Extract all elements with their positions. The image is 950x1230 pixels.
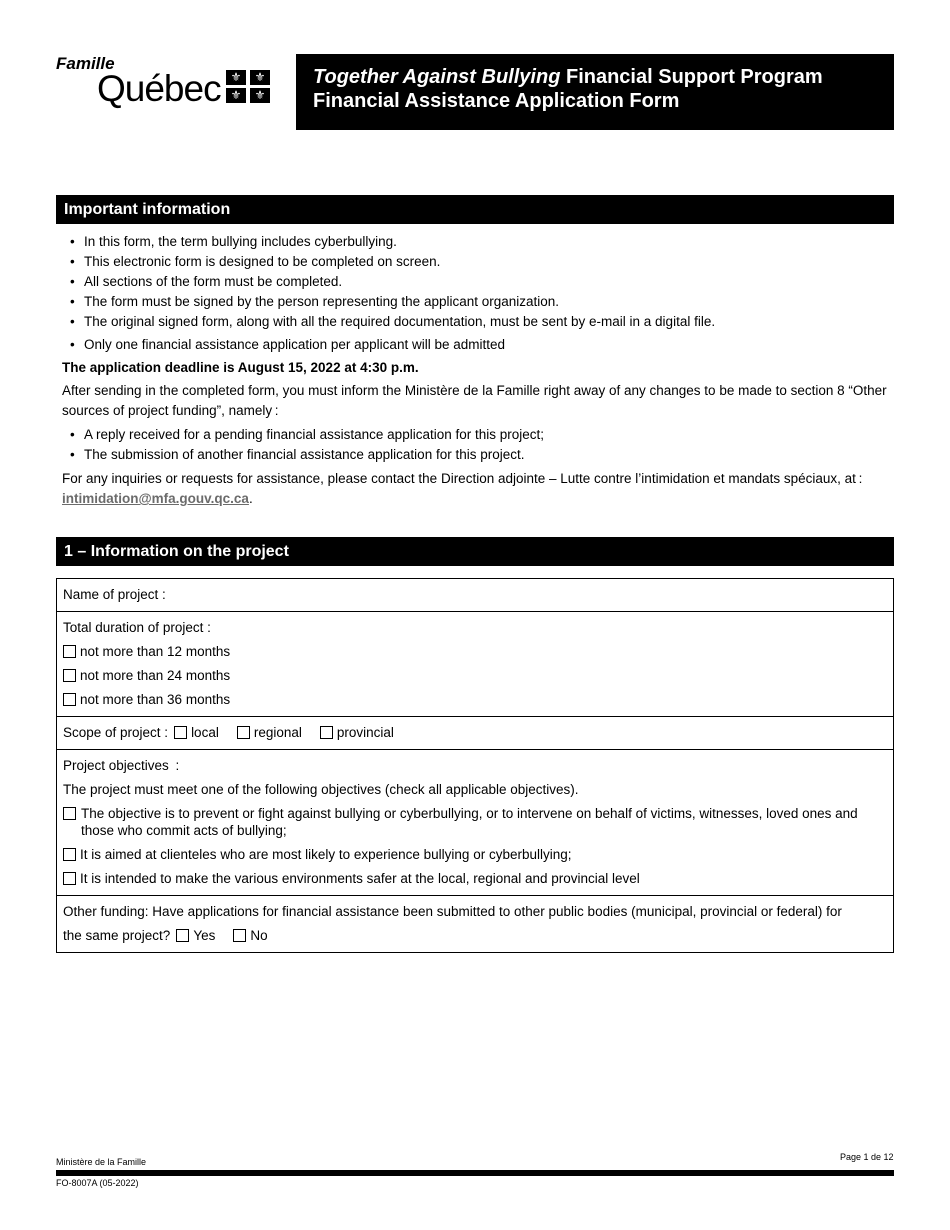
inquiries-text bbox=[62, 469, 892, 509]
duration-option-label: not more than 24 months bbox=[80, 668, 231, 683]
checkbox-regional[interactable] bbox=[237, 726, 250, 739]
checkbox-12-months[interactable] bbox=[63, 645, 76, 658]
funding-question-line-2: the same project? bbox=[63, 928, 171, 943]
list-item: • In this form, the term bullying includes cyberbullying. bbox=[62, 232, 892, 252]
logo-famille-text: Famille bbox=[56, 54, 115, 73]
project-info-form bbox=[56, 578, 894, 953]
important-info-body bbox=[62, 232, 892, 509]
form-code: FO-8007A (05-2022) bbox=[56, 1178, 139, 1188]
funding-no-label: No bbox=[250, 928, 268, 943]
list-item: • The original signed form, along with all the required documentation, must be sent by e-mail in a digital file. bbox=[62, 312, 892, 332]
namely-bullets bbox=[62, 425, 892, 465]
after-sending-text: After sending in the completed form, you must inform the Ministère de la Famille right away of any changes to be made to section 8 “Other sources of project funding”, namely : bbox=[62, 383, 887, 418]
section-1-heading: 1 – Information on the project bbox=[56, 537, 894, 566]
objective-option-3 bbox=[63, 867, 887, 891]
objectives-row bbox=[57, 749, 893, 895]
important-info-heading: Important information bbox=[56, 195, 894, 224]
objective-option-2 bbox=[63, 843, 887, 867]
checkbox-36-months[interactable] bbox=[63, 693, 76, 706]
objectives-intro: The project must meet one of the following objectives (check all applicable objectives). bbox=[63, 782, 579, 797]
important-bullets bbox=[62, 232, 892, 355]
fleur-de-lis-icon: ⚜ bbox=[250, 88, 270, 103]
duration-option-12 bbox=[63, 640, 887, 664]
duration-label: Total duration of project : bbox=[63, 620, 211, 635]
fleur-de-lis-icon: ⚜ bbox=[226, 70, 246, 85]
inquiries-label: For any inquiries or requests for assistance, please contact the Direction adjointe – Lutte contre l’intimidation et mandats spéciaux, at : bbox=[62, 471, 863, 486]
objective-option-label: The objective is to prevent or fight against bullying or cyberbullying, or to intervene on behalf of victims, witnesses, loved ones and those who commit acts of bullying; bbox=[81, 806, 858, 838]
scope-row bbox=[57, 716, 893, 749]
scope-option-label: provincial bbox=[336, 725, 394, 740]
form-title: Financial Assistance Application Form bbox=[313, 90, 680, 112]
checkbox-funding-yes[interactable] bbox=[176, 929, 189, 942]
fleur-de-lis-icon: ⚜ bbox=[250, 70, 270, 85]
checkbox-24-months[interactable] bbox=[63, 669, 76, 682]
email-link[interactable]: intimidation@mfa.gouv.qc.ca bbox=[62, 491, 249, 506]
duration-option-label: not more than 36 months bbox=[80, 692, 231, 707]
duration-option-label: not more than 12 months bbox=[80, 644, 231, 659]
page-number: Page 1 de 12 bbox=[840, 1152, 894, 1162]
checkbox-local[interactable] bbox=[174, 726, 187, 739]
inquiries-period: . bbox=[248, 491, 253, 506]
name-of-project-row bbox=[57, 579, 893, 611]
objective-option-label: It is aimed at clienteles who are most likely to experience bullying or cyberbullying; bbox=[80, 847, 572, 862]
title-line-1 bbox=[313, 66, 823, 89]
title-banner bbox=[296, 54, 894, 130]
objectives-label: Project objectives : bbox=[63, 758, 180, 773]
program-title-rest: Financial Support Program bbox=[560, 66, 823, 88]
list-item: • Only one financial assistance application per applicant will be admitted bbox=[62, 335, 892, 355]
funding-yes-label: Yes bbox=[193, 928, 216, 943]
scope-label: Scope of project : bbox=[63, 725, 169, 740]
checkbox-objective-2[interactable] bbox=[63, 848, 76, 861]
fleur-de-lis-icon: ⚜ bbox=[226, 88, 246, 103]
list-item: • All sections of the form must be completed. bbox=[62, 272, 892, 292]
footer-ministry: Ministère de la Famille bbox=[56, 1157, 147, 1167]
scope-option-label: local bbox=[191, 725, 219, 740]
checkbox-funding-no[interactable] bbox=[233, 929, 246, 942]
objective-option-label: It is intended to make the various environments safer at the local, regional and provincial level bbox=[80, 871, 640, 886]
checkbox-objective-3[interactable] bbox=[63, 872, 76, 885]
checkbox-objective-1[interactable] bbox=[63, 807, 76, 820]
funding-question-line-1: Other funding: Have applications for financial assistance been submitted to other public bodies (municipal, provincial or federal) for bbox=[63, 904, 842, 919]
deadline-text: The application deadline is August 15, 2022 at 4:30 p.m. bbox=[62, 360, 419, 375]
program-name: Together Against Bullying bbox=[313, 66, 561, 88]
duration-option-24 bbox=[63, 664, 887, 688]
name-of-project-field[interactable]: Name of project : bbox=[63, 587, 166, 602]
list-item: • The submission of another financial assistance application for this project. bbox=[62, 445, 892, 465]
duration-row bbox=[57, 611, 893, 716]
quebec-flag-icon bbox=[226, 70, 274, 104]
objective-option-1 bbox=[63, 802, 887, 843]
other-funding-row bbox=[57, 895, 893, 952]
footer-rule bbox=[56, 1170, 894, 1176]
list-item: • The form must be signed by the person representing the applicant organization. bbox=[62, 292, 892, 312]
list-item: • This electronic form is designed to be completed on screen. bbox=[62, 252, 892, 272]
duration-option-36 bbox=[63, 688, 887, 712]
checkbox-provincial[interactable] bbox=[320, 726, 333, 739]
list-item: • A reply received for a pending financial assistance application for this project; bbox=[62, 425, 892, 445]
scope-option-label: regional bbox=[253, 725, 302, 740]
logo-quebec-text: Québec bbox=[97, 68, 221, 109]
